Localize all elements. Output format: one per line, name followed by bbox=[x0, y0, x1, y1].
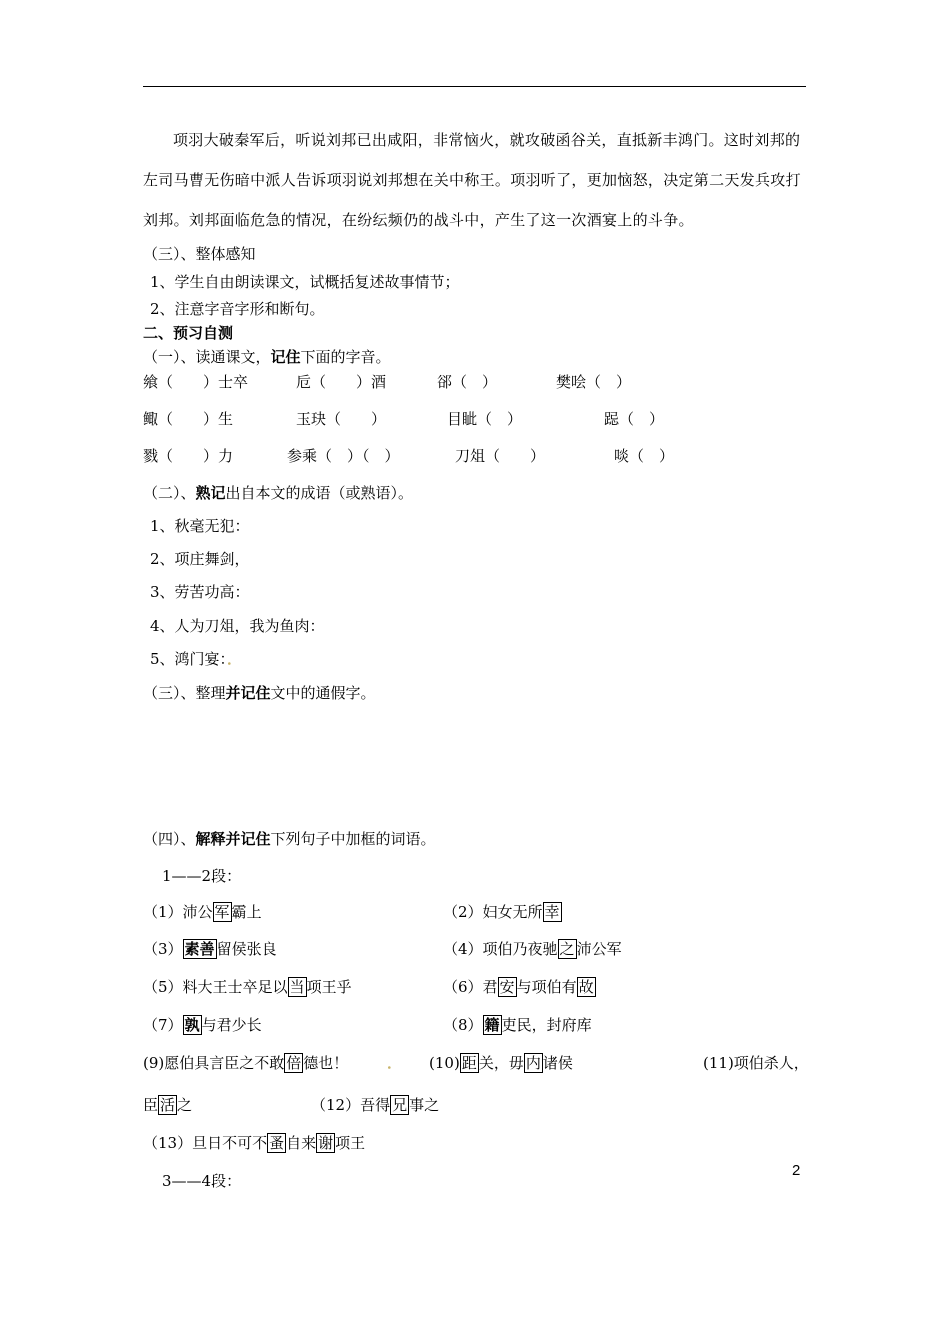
sentence-10: (10) 距 关，毋 内 诸侯 bbox=[429, 1054, 573, 1072]
tongjia-instruction: （三）、整理并记住文中的通假字。 bbox=[143, 684, 376, 702]
sentence-7: （7） 孰 与君少长 bbox=[143, 1016, 262, 1034]
pronunciation-item: 郤（ ） bbox=[437, 373, 498, 391]
boxed-word: 之 bbox=[559, 940, 575, 958]
pronunciation-item: 玉玦（ ） bbox=[296, 410, 387, 428]
boxed-word: 幸 bbox=[544, 903, 560, 921]
boxed-word: 当 bbox=[289, 978, 305, 996]
pronunciation-item: 飨（ ）士卒 bbox=[143, 373, 249, 391]
boxed-word: 内 bbox=[525, 1054, 541, 1072]
boxed-word: 距 bbox=[461, 1054, 477, 1072]
section-3-item-1: 1、学生自由朗读课文，试概括复述故事情节； bbox=[150, 273, 460, 291]
sentence-5: （5）料大王士卒足以 当 项王乎 bbox=[143, 978, 352, 996]
sentence-1: （1）沛公 军 霸上 bbox=[143, 903, 262, 921]
dot-mark: ． bbox=[227, 650, 243, 668]
pronunciation-item: 戮（ ）力 bbox=[143, 447, 234, 465]
boxed-word: 兄 bbox=[392, 1096, 408, 1114]
sentence-8: （8） 籍 吏民，封府库 bbox=[443, 1016, 592, 1034]
sentence-12: （12）吾得 兄 事之 bbox=[311, 1096, 440, 1114]
boxed-word: 孰 bbox=[184, 1016, 200, 1034]
pronunciation-item: 鲰（ ）生 bbox=[143, 410, 234, 428]
pronunciation-item: 参乘（ ）（ ） bbox=[287, 447, 400, 465]
sentence-4: （4）项伯乃夜驰 之 沛公军 bbox=[443, 940, 622, 958]
sentence-2: （2）妇女无所 幸 bbox=[443, 903, 560, 921]
section-3-heading: （三）、整体感知 bbox=[143, 245, 256, 263]
idiom-item: 5、鸿门宴：． bbox=[150, 650, 243, 668]
boxed-word: 故 bbox=[578, 978, 594, 996]
pronunciation-item: 卮（ ）酒 bbox=[296, 373, 387, 391]
idiom-item: 4、人为刀俎，我为鱼肉： bbox=[150, 617, 325, 635]
sentence-11: (11)项伯杀人， bbox=[703, 1054, 809, 1072]
idiom-item: 1、秋毫无犯： bbox=[150, 517, 250, 535]
explain-instruction: （四）、解释并记住下列句子中加框的词语。 bbox=[143, 830, 436, 848]
intro-paragraph: 项羽大破秦军后，听说刘邦已出咸阳，非常恼火，就攻破函谷关，直抵新丰鸿门。这时刘邦的左司马曹无伤暗中派人告诉项羽说刘邦想在关中称王。项羽听了，更加恼怒，决定第二天发兵攻打刘邦。刘邦面临危急的情况，在纷纭频仍的战斗中，产生了这一次酒宴上的斗争。 bbox=[143, 131, 801, 229]
dot-mark: ． bbox=[387, 1054, 403, 1072]
segment-label: 1——2段： bbox=[162, 867, 242, 885]
part-2-heading: 二、预习自测 bbox=[143, 324, 234, 342]
header-rule bbox=[143, 86, 806, 87]
boxed-word: 谢 bbox=[318, 1134, 334, 1152]
pronunciation-item: 刀俎（ ） bbox=[455, 447, 546, 465]
boxed-word: 安 bbox=[499, 978, 515, 996]
boxed-word: 蚤 bbox=[269, 1134, 285, 1152]
sentence-13: （13）旦日不可不 蚤 自来 谢 项王 bbox=[143, 1134, 366, 1152]
page-number: 2 bbox=[792, 1162, 801, 1179]
sentence-11-cont: 臣 活 之 bbox=[143, 1096, 193, 1114]
segment-label: 3——4段： bbox=[162, 1172, 242, 1190]
idiom-item: 2、项庄舞剑， bbox=[150, 550, 250, 568]
sentence-6: （6）君 安 与项伯有 故 bbox=[443, 978, 594, 996]
boxed-word: 籍 bbox=[484, 1016, 500, 1034]
idiom-item: 3、劳苦功高： bbox=[150, 583, 250, 601]
sentence-3: （3） 素善 留侯张良 bbox=[143, 940, 277, 958]
pronunciation-item: 樊哙（ ） bbox=[556, 373, 632, 391]
boxed-word: 活 bbox=[160, 1096, 176, 1114]
pronunciation-item: 啖（ ） bbox=[614, 447, 675, 465]
pronunciation-item: 跽（ ） bbox=[604, 410, 665, 428]
pronunciation-item: 目眦（ ） bbox=[447, 410, 523, 428]
idioms-instruction: （二）、熟记出自本文的成语（或熟语）。 bbox=[143, 484, 414, 502]
boxed-word: 素善 bbox=[184, 940, 215, 958]
section-3-item-2: 2、注意字音字形和断句。 bbox=[150, 300, 325, 318]
sentence-9: (9)愿伯具言臣之不敢 倍 德也！ bbox=[143, 1054, 349, 1072]
boxed-word: 军 bbox=[214, 903, 230, 921]
pronunciation-instruction: （一）、读通课文，记住下面的字音。 bbox=[143, 348, 391, 366]
boxed-word: 倍 bbox=[286, 1054, 302, 1072]
